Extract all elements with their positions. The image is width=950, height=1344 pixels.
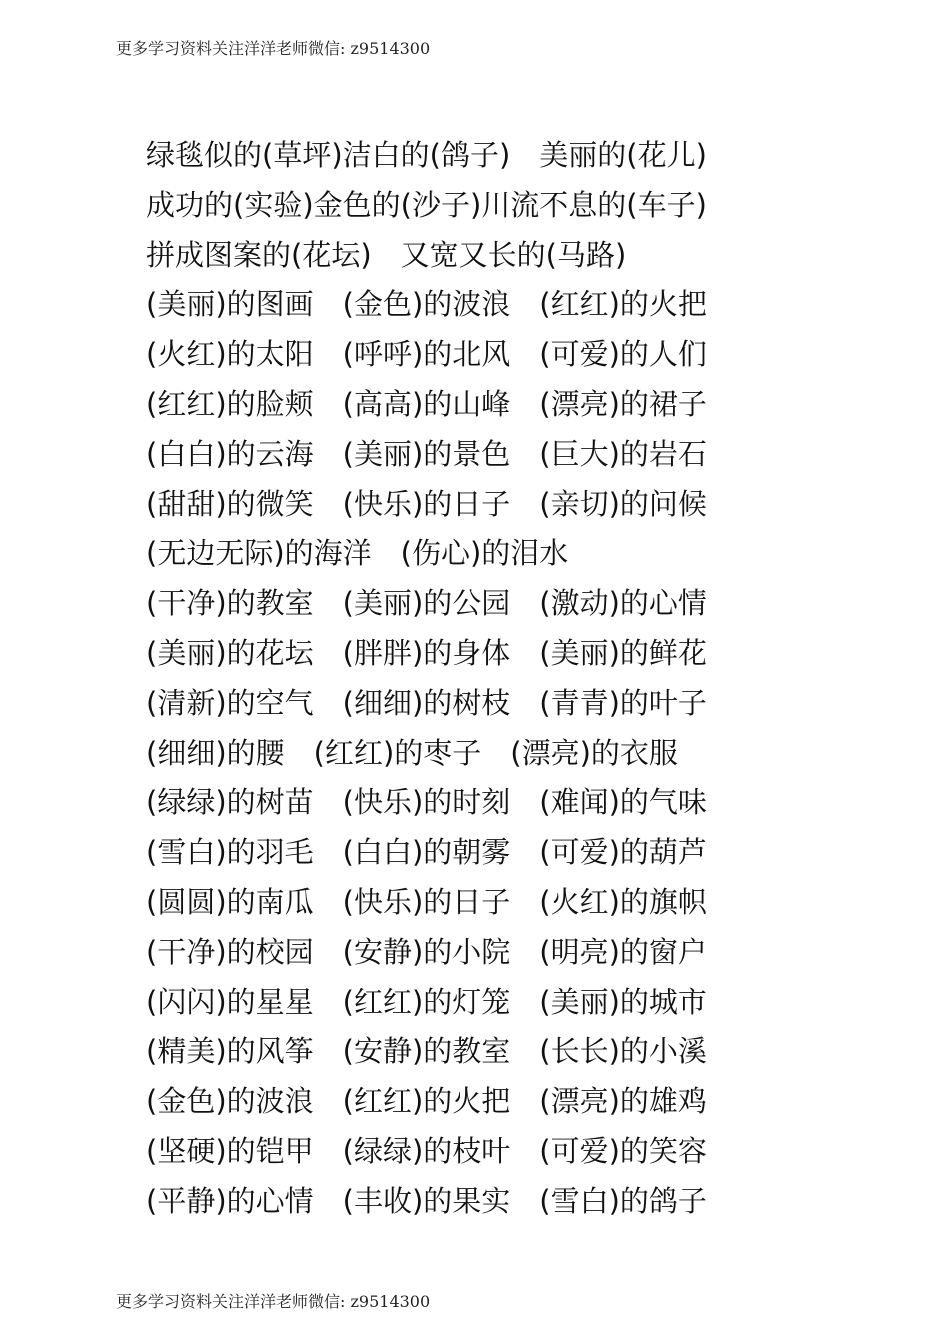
phrase-line: (金色)的波浪 (红红)的火把 (漂亮)的雄鸡	[146, 1084, 707, 1119]
phrase-line: (甜甜)的微笑 (快乐)的日子 (亲切)的问候	[146, 486, 707, 521]
page-header: 更多学习资料关注洋洋老师微信: z9514300	[116, 39, 431, 58]
phrase-line: (火红)的太阳 (呼呼)的北风 (可爱)的人们	[146, 337, 707, 372]
phrase-line: (美丽)的图画 (金色)的波浪 (红红)的火把	[146, 287, 707, 322]
phrase-line: (圆圆)的南瓜 (快乐)的日子 (火红)的旗帜	[146, 884, 707, 919]
phrase-line: 成功的(实验)金色的(沙子)川流不息的(车子)	[146, 187, 707, 222]
phrase-line: (雪白)的羽毛 (白白)的朝雾 (可爱)的葫芦	[146, 835, 707, 870]
phrase-line: 绿毯似的(草坪)洁白的(鸽子) 美丽的(花儿)	[146, 138, 707, 172]
phrase-line: 拼成图案的(花坛) 又宽又长的(马路)	[146, 237, 627, 272]
phrase-line: (细细)的腰 (红红)的枣子 (漂亮)的衣服	[146, 735, 678, 770]
phrase-line: (白白)的云海 (美丽)的景色 (巨大)的岩石	[146, 436, 707, 471]
phrase-line: (平静)的心情 (丰收)的果实 (雪白)的鸽子	[146, 1183, 707, 1218]
phrase-line: (精美)的风筝 (安静)的教室 (长长)的小溪	[146, 1034, 707, 1069]
phrase-line: (无边无际)的海洋 (伤心)的泪水	[146, 536, 569, 571]
phrase-line: (坚硬)的铠甲 (绿绿)的枝叶 (可爱)的笑容	[146, 1133, 707, 1168]
phrase-line: (绿绿)的树苗 (快乐)的时刻 (难闻)的气味	[146, 785, 707, 820]
phrase-list	[146, 131, 926, 1227]
page-footer: 更多学习资料关注洋洋老师微信: z9514300	[116, 1292, 431, 1311]
phrase-line: (清新)的空气 (细细)的树枝 (青青)的叶子	[146, 685, 707, 720]
phrase-line: (干净)的教室 (美丽)的公园 (激动)的心情	[146, 586, 707, 621]
phrase-line: (美丽)的花坛 (胖胖)的身体 (美丽)的鲜花	[146, 635, 707, 670]
phrase-line: (闪闪)的星星 (红红)的灯笼 (美丽)的城市	[146, 984, 707, 1019]
phrase-line: (红红)的脸颊 (高高)的山峰 (漂亮)的裙子	[146, 386, 707, 421]
phrase-line: (干净)的校园 (安静)的小院 (明亮)的窗户	[146, 934, 707, 969]
